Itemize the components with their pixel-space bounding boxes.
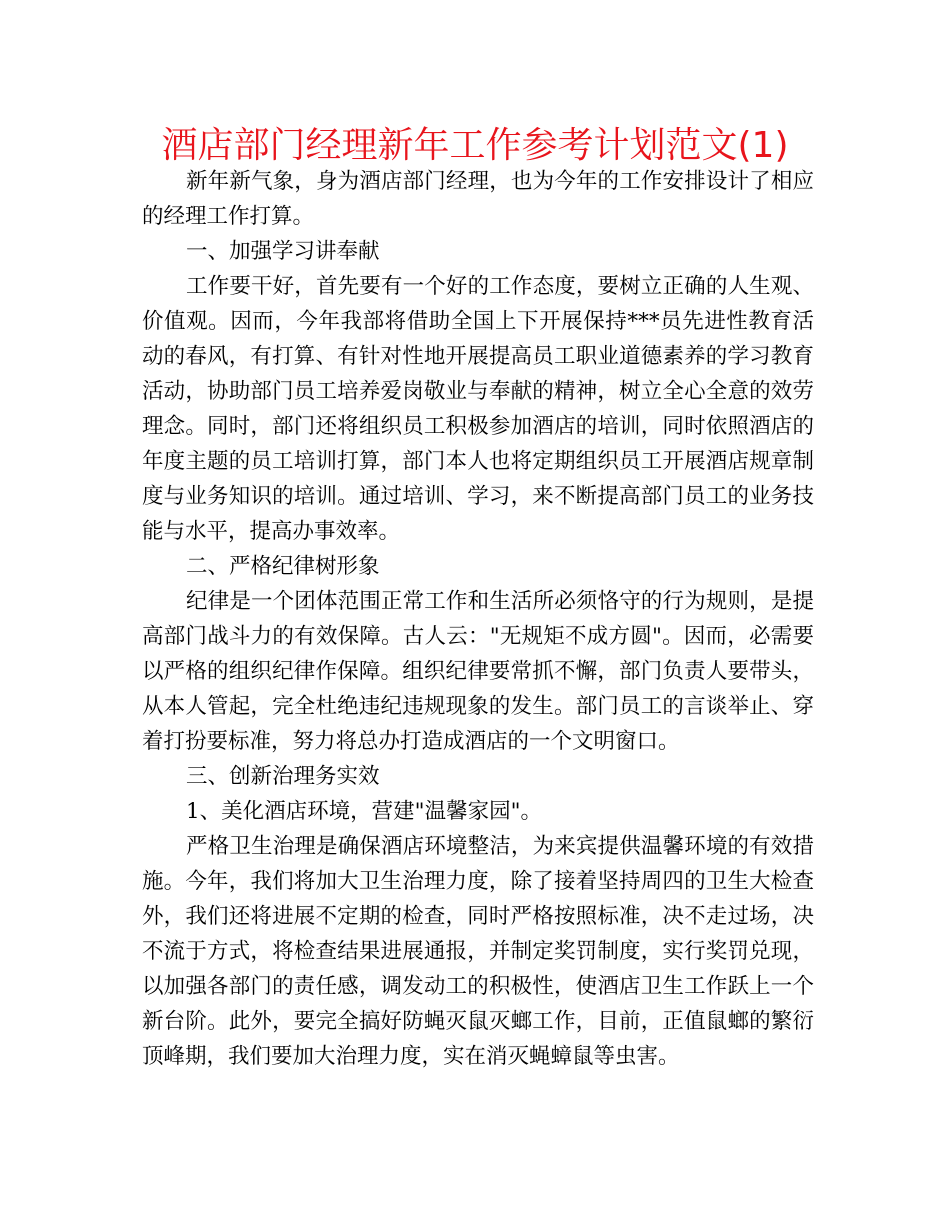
document-title: 酒店部门经理新年工作参考计划范文(1) xyxy=(161,125,789,166)
section-heading-1: 一、加强学习讲奉献 xyxy=(186,239,380,264)
section-heading-2: 二、严格纪律树形象 xyxy=(186,554,380,579)
section-heading-3: 三、创新治理务实效 xyxy=(186,764,380,789)
document-body xyxy=(142,164,814,1074)
paragraph-section-2: 纪律是一个团体范围正常工作和生活所必须恪守的行为规则，是提高部门战斗力的有效保障。古人云："无规矩不成方圆"。因而，必需要以严格的组织纪律作保障。组织纪律要常抓不懈，部门负责人要带头，从本人管起，完全杜绝违纪违规现象的发生。部门员工的言谈举止、穿着打扮要标准，努力将总办打造成酒店的一个文明窗口。 xyxy=(142,589,814,754)
subsection-heading-3-1: 1、美化酒店环境，营建"温馨家园"。 xyxy=(186,799,542,824)
paragraph-section-3-1: 严格卫生治理是确保酒店环境整洁，为来宾提供温馨环境的有效措施。今年，我们将加大卫生治理力度，除了接着坚持周四的卫生大检查外，我们还将进展不定期的检查，同时严格按照标准，决不走过场，决不流于方式，将检查结果进展通报，并制定奖罚制度，实行奖罚兑现，以加强各部门的责任感，调发动工的积极性，使酒店卫生工作跃上一个新台阶。此外，要完全搞好防蝇灭鼠灭螂工作，目前，正值鼠螂的繁衍顶峰期，我们要加大治理力度，实在消灭蝇蟑鼠等虫害。 xyxy=(142,834,814,1069)
paragraph-section-1: 工作要干好，首先要有一个好的工作态度，要树立正确的人生观、价值观。因而，今年我部将借助全国上下开展保持***员先进性教育活动的春风，有打算、有针对性地开展提高员工职业道德素养的学习教育活动，协助部门员工培养爱岗敬业与奉献的精神，树立全心全意的效劳理念。同时，部门还将组织员工积极参加酒店的培训，同时依照酒店的年度主题的员工培训打算，部门本人也将定期组织员工开展酒店规章制度与业务知识的培训。通过培训、学习，来不断提高部门员工的业务技能与水平，提高办事效率。 xyxy=(142,274,814,544)
paragraph-intro: 新年新气象，身为酒店部门经理，也为今年的工作安排设计了相应的经理工作打算。 xyxy=(142,169,814,229)
